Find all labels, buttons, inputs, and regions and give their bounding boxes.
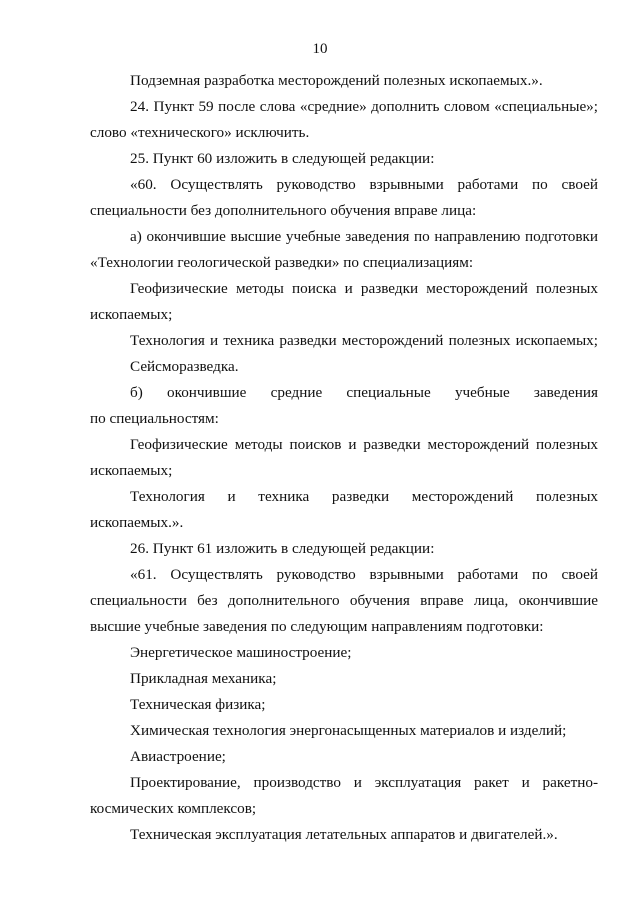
text-line: а) окончившие высшие учебные заведения по направлению подготовки (130, 228, 598, 245)
text-line: Авиастроение; (130, 748, 226, 765)
text-line: ископаемых; (90, 462, 173, 479)
text-line: Химическая технология энергонасыщенных материалов и изделий; (130, 722, 567, 739)
text-line: космических комплексов; (90, 800, 257, 817)
text-line: Подземная разработка месторождений полезных ископаемых.». (130, 72, 543, 89)
text-line: ископаемых.». (90, 514, 184, 531)
text-line: 26. Пункт 61 изложить в следующей редакции: (130, 540, 435, 557)
text-line: 25. Пункт 60 изложить в следующей редакции: (130, 150, 435, 167)
text-line: Геофизические методы поисков и разведки месторождений полезных (130, 436, 598, 453)
text-line: специальности без дополнительного обучения вправе лица, окончившие (90, 592, 598, 609)
text-line: Сейсморазведка. (130, 358, 239, 375)
text-line: Техническая физика; (130, 696, 266, 713)
text-line: ископаемых; (90, 306, 173, 323)
page-number: 10 (312, 41, 328, 57)
text-line: Техническая эксплуатация летательных аппаратов и двигателей.». (130, 826, 558, 843)
text-line: б) окончившие средние специальные учебные заведения (130, 384, 598, 401)
text-line: специальности без дополнительного обучения вправе лица: (90, 202, 477, 219)
text-line: 24. Пункт 59 после слова «средние» дополнить словом «специальные»; (130, 98, 598, 115)
text-line: по специальностям: (90, 410, 219, 427)
text-line: Проектирование, производство и эксплуатация ракет и ракетно- (130, 774, 598, 791)
text-line: Геофизические методы поиска и разведки месторождений полезных (130, 280, 598, 297)
text-line: Энергетическое машиностроение; (130, 644, 352, 661)
text-line: «61. Осуществлять руководство взрывными работами по своей (130, 566, 598, 583)
text-line: слово «технического» исключить. (90, 124, 310, 141)
text-line: Технология и техника разведки месторождений полезных ископаемых; (130, 332, 598, 349)
text-line: Технология и техника разведки месторождений полезных (130, 488, 598, 505)
text-line: Прикладная механика; (130, 670, 277, 687)
text-line: «60. Осуществлять руководство взрывными работами по своей (130, 176, 598, 193)
text-line: высшие учебные заведения по следующим направлениям подготовки: (90, 618, 544, 635)
text-line: «Технологии геологической разведки» по специализациям: (90, 254, 474, 271)
